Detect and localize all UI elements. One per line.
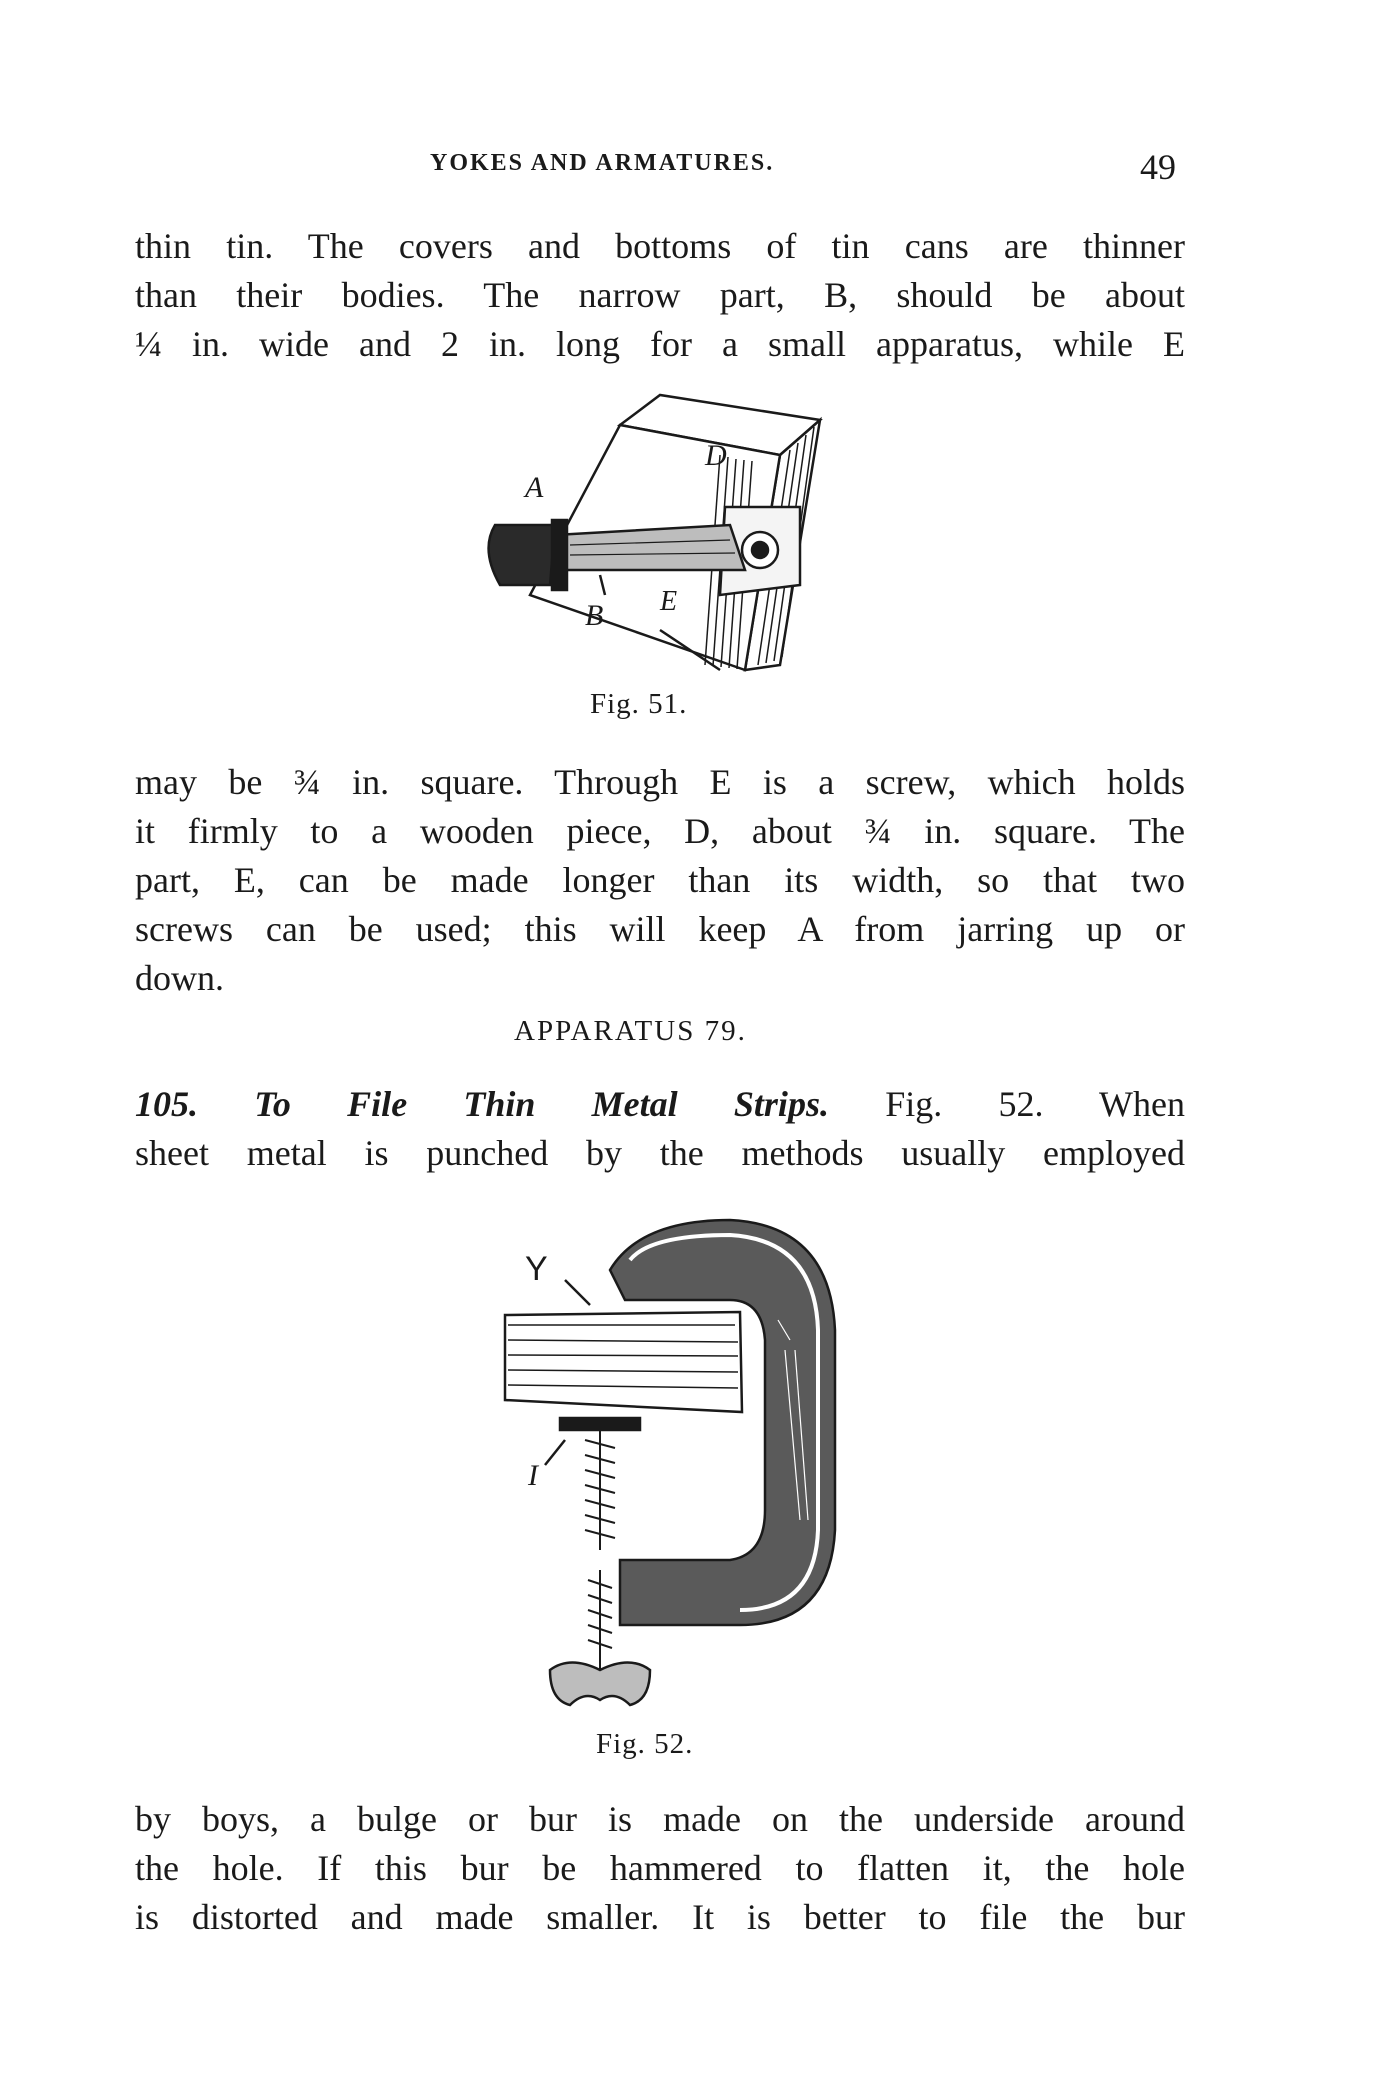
running-header: YOKES AND ARMATURES. [430,150,775,176]
figure-52-caption: Fig. 52. [596,1728,694,1760]
text-line: Fig. 52. When [885,1084,1186,1124]
article-first-line [135,1080,1185,1129]
label-e: E [660,586,678,617]
text-line: ¼ in. wide and 2 in. long for a small apparatus, while E [135,324,1185,364]
label-i: I [528,1459,538,1492]
text-line: screws can be used; this will keep A from jarring up or [135,909,1185,949]
text-line: sheet metal is punched by the methods usually employed [135,1133,1185,1173]
text-line: may be ¾ in. square. Through E is a screw, which holds [135,762,1185,802]
text-line: down. [135,958,224,998]
figure-52-illustration [500,1200,860,1720]
paragraph-1 [135,222,1185,369]
figure-51-caption: Fig. 51. [590,688,688,720]
article-105 [135,1080,1185,1178]
article-number: 105. [135,1084,198,1124]
page-number: 49 [1140,147,1176,187]
text-line: thin tin. The covers and bottoms of tin cans are thinner [135,226,1185,266]
paragraph-4 [135,1795,1185,1942]
article-title: To File Thin Metal Strips. [254,1084,829,1124]
paragraph-2 [135,758,1185,1003]
label-d: D [705,439,727,472]
text-line: it firmly to a wooden piece, D, about ¾ in. square. The [135,811,1185,851]
figure-51-illustration [460,395,860,675]
label-y: Y [525,1250,548,1288]
text-line: is distorted and made smaller. It is better to file the bur [135,1897,1185,1937]
text-line: the hole. If this bur be hammered to flatten it, the hole [135,1848,1185,1888]
label-a: A [525,471,544,504]
text-line: part, E, can be made longer than its width, so that two [135,860,1185,900]
text-line: than their bodies. The narrow part, B, should be about [135,275,1185,315]
section-heading: APPARATUS 79. [514,1015,747,1047]
text-line: by boys, a bulge or bur is made on the underside around [135,1799,1185,1839]
label-b: B [585,599,604,632]
